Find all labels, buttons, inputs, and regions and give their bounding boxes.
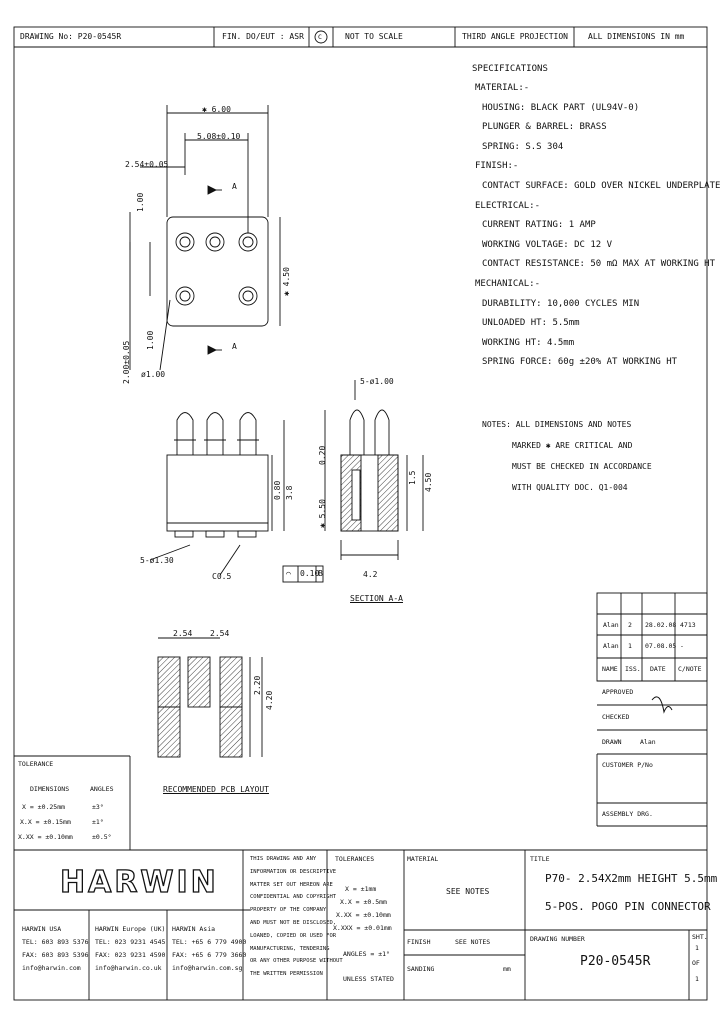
rev-row2-name: Alan (603, 642, 619, 650)
pcb-dim-420: 4.20 (265, 690, 274, 710)
dim-c05: C0.5 (212, 572, 232, 581)
rev-row1-iss: 2 (628, 621, 632, 629)
tolerance-row2-dim: X.X = ±0.15mm (20, 818, 71, 826)
spec-line: CONTACT SURFACE: GOLD OVER NICKEL UNDERPLATE (482, 181, 720, 191)
spec-line: SPRING FORCE: 60g ±20% AT WORKING HT (482, 357, 678, 368)
drawing-number-label: DRAWING NUMBER (530, 935, 585, 943)
dim-overall: 2.00±0.05 (122, 340, 131, 384)
rev-row2-iss: 1 (628, 642, 632, 650)
dim-side-42: 4.2 (363, 570, 378, 579)
header-fin: FIN. DO/EUT : ASR (222, 32, 304, 41)
tolerance-row2-ang: ±1° (92, 818, 104, 826)
sheet-label: SHT. (692, 933, 708, 941)
tb-tol-unless: UNLESS STATED (343, 975, 394, 983)
tolerance-row3-dim: X.XX = ±0.10mm (18, 833, 73, 841)
header-dimensions: ALL DIMENSIONS IN mm (588, 32, 685, 41)
spec-heading: MATERIAL:- (475, 83, 530, 93)
tolerance-title: TOLERANCE (18, 760, 54, 768)
checked-label: CHECKED (602, 713, 630, 721)
approved-label: APPROVED (602, 688, 634, 696)
dim-side-550: ✱ 5.50 (318, 499, 327, 528)
pcb-layout-label: RECOMMENDED PCB LAYOUT (163, 785, 269, 794)
spec-line: WORKING VOLTAGE: DC 12 V (482, 239, 613, 250)
office-tel: TEL: 603 893 5376 (22, 938, 89, 946)
sanding-unit: mm (503, 965, 511, 973)
header-projection: THIRD ANGLE PROJECTION (462, 32, 568, 41)
header-scale: NOT TO SCALE (345, 32, 403, 41)
tb-tolerances-title: TOLERANCES (335, 855, 375, 863)
dim-pitch2: 5.08±0.10 (197, 132, 241, 141)
dim-dia-pin: 5-ø1.00 (360, 377, 394, 386)
tb-tol-row3: X.XX = ±0.10mm (336, 911, 391, 919)
spec-line: HOUSING: BLACK PART (UL94V-0) (482, 102, 640, 113)
section-label: SECTION A-A (350, 594, 403, 603)
spec-title: SPECIFICATIONS (472, 64, 548, 74)
spec-line: WORKING HT: 4.5mm (482, 337, 575, 348)
copyright-line: MATTER SET OUT HEREON ARE (250, 881, 333, 888)
pcb-pad-1 (158, 657, 180, 707)
copyright-line: MANUFACTURING, TENDERING (250, 945, 330, 952)
section-mark-top: A (232, 182, 237, 191)
office-email: info@harwin.com (22, 964, 81, 972)
copyright-line: PROPERTY OF THE COMPANY (250, 907, 327, 914)
copyright-line: THE WRITTEN PERMISSION (250, 971, 323, 978)
tolerance-col-dims: DIMENSIONS (30, 785, 70, 793)
dim-v2: 1.00 (146, 330, 155, 350)
dim-width-total: ✱ 6.00 (202, 105, 231, 114)
rev-header-name: NAME (602, 665, 618, 673)
note-line: NOTES: ALL DIMENSIONS AND NOTES (482, 420, 632, 429)
spec-line: CURRENT RATING: 1 AMP (482, 220, 596, 231)
spec-heading: ELECTRICAL:- (475, 200, 541, 211)
section-mark-bottom: A (232, 342, 237, 351)
sheet-total: 1 (695, 975, 699, 983)
office-name: HARWIN USA (22, 925, 62, 933)
drawn-by: Alan (640, 738, 656, 746)
title-line2: 5-POS. POGO PIN CONNECTOR (545, 900, 711, 913)
office-fax: FAX: 603 893 5396 (22, 951, 89, 959)
tolerance-col-angles: ANGLES (90, 785, 114, 793)
dim-side-080: 0.80 (273, 480, 282, 500)
title-label: TITLE (530, 855, 550, 863)
drawing-number-value: P20-0545R (580, 954, 651, 969)
dim-side-020: 0.20 (318, 445, 327, 465)
tolerance-row1-ang: ±3° (92, 803, 104, 811)
material-label: MATERIAL (407, 855, 439, 863)
spec-heading: FINISH:- (475, 161, 519, 172)
pcb-dim-254-b: 2.54 (210, 629, 230, 638)
office-fax: FAX: 023 9231 4590 (95, 951, 166, 959)
rev-row1-name: Alan (603, 621, 619, 629)
customer-label: CUSTOMER P/No (602, 761, 653, 769)
finish-label: FINISH (407, 938, 431, 946)
spec-line: DURABILITY: 10,000 CYCLES MIN (482, 298, 640, 309)
copyright-line: CONFIDENTIAL AND COPYRIGHT (250, 894, 337, 901)
spec-line: SPRING: S.S 304 (482, 141, 564, 152)
spec-line: PLUNGER & BARREL: BRASS (482, 122, 607, 133)
dim-side-38: 3.8 (285, 485, 294, 500)
rev-row2-change: - (680, 642, 684, 650)
flatness-ref: B (318, 569, 323, 578)
rev-row1-date: 28.02.08 (645, 621, 677, 629)
office-tel: TEL: +65 6 779 4900 (172, 938, 247, 946)
office-email: info@harwin.com.sg (172, 964, 243, 972)
tb-tol-angles: ANGLES = ±1° (343, 950, 390, 958)
tb-tol-row4: X.XXX = ±0.01mm (333, 924, 392, 932)
office-name: HARWIN Europe (UK) (95, 925, 166, 933)
dim-pitch1: 2.54±0.05 (125, 160, 169, 169)
rev-header-change: C/NOTE (678, 665, 702, 673)
copyright-line: AND MUST NOT BE DISCLOSED, (250, 920, 337, 926)
rev-header-iss: ISS. (625, 665, 641, 673)
rev-header-date: DATE (650, 665, 666, 673)
assembly-label: ASSEMBLY DRG. (602, 810, 653, 818)
note-line: MARKED ✱ ARE CRITICAL AND (512, 441, 633, 450)
header-circle-mark: C (318, 33, 322, 41)
note-line: MUST BE CHECKED IN ACCORDANCE (512, 462, 652, 471)
drawn-label: DRAWN (602, 738, 622, 746)
rev-row2-date: 07.08.05 (645, 642, 677, 650)
tolerance-row3-ang: ±0.5° (92, 833, 112, 841)
copyright-line: THIS DRAWING AND ANY (250, 856, 317, 862)
spec-line: UNLOADED HT: 5.5mm (482, 318, 580, 329)
flatness-value: 0.10 (300, 569, 320, 578)
tb-tol-row1: X = ±1mm (345, 885, 377, 893)
dim-v1: 1.00 (136, 192, 145, 212)
note-line: WITH QUALITY DOC. Q1-004 (512, 483, 628, 492)
dim-dia-small: ø1.00 (141, 370, 166, 379)
housing-side-view (167, 455, 268, 523)
office-name: HARWIN Asia (172, 925, 216, 933)
office-tel: TEL: 023 9231 4545 (95, 938, 166, 946)
flatness-symbol: ⌒ (286, 569, 291, 578)
spec-line: CONTACT RESISTANCE: 50 mΩ MAX AT WORKING HT (482, 259, 715, 270)
sheet-number: 1 (695, 944, 699, 952)
office-email: info@harwin.co.uk (95, 964, 162, 972)
material-value: SEE NOTES (446, 887, 490, 896)
dim-dia-bot: 5-ø1.30 (140, 556, 174, 565)
dim-height: ✱ 4.50 (282, 267, 291, 296)
finish-value: SEE NOTES (455, 938, 491, 946)
header-drawing-no: DRAWING No: P20-0545R (20, 32, 122, 41)
office-fax: FAX: +65 6 779 3660 (172, 951, 247, 959)
dim-side-450: 4.50 (424, 472, 433, 492)
pcb-dim-254-a: 2.54 (173, 629, 193, 638)
copyright-line: INFORMATION OR DESCRIPTIVE (250, 868, 337, 875)
pcb-dim-220: 2.20 (253, 675, 262, 695)
title-line1: P70- 2.54X2mm HEIGHT 5.5mm (545, 872, 718, 885)
harwin-logo: HARWIN (60, 865, 219, 900)
dim-side-15: 1.5 (408, 470, 417, 485)
sanding-label: SANDING (407, 965, 435, 973)
spec-heading: MECHANICAL:- (475, 279, 541, 289)
tb-tol-row2: X.X = ±0.5mm (340, 898, 387, 906)
rev-row1-change: 4713 (680, 621, 696, 629)
tolerance-row1-dim: X = ±0.25mm (22, 803, 66, 811)
sheet-of: OF (692, 959, 700, 967)
copyright-line: LOANED, COPIED OR USED FOR (250, 932, 337, 939)
copyright-line: OR ANY OTHER PURPOSE WITHOUT (250, 958, 343, 965)
